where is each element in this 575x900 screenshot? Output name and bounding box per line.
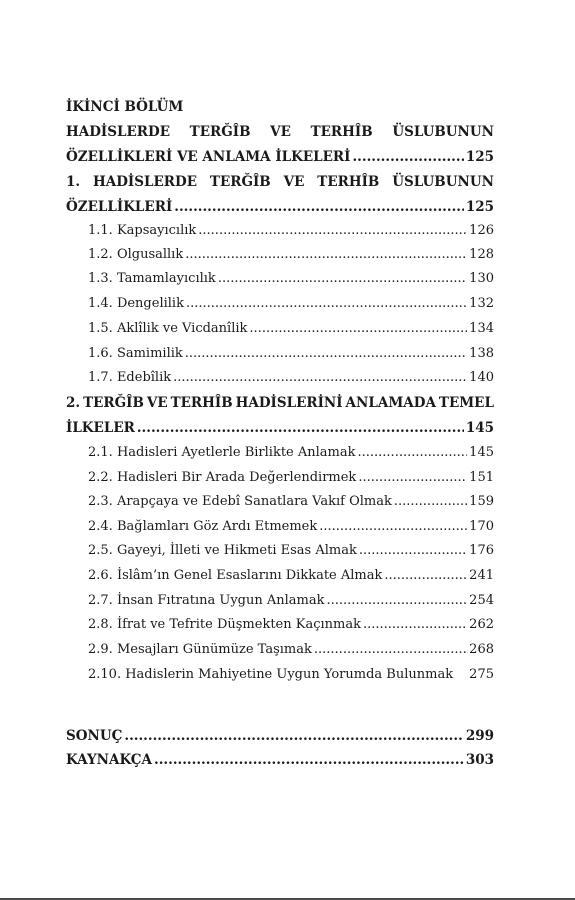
dot-leader <box>185 244 467 266</box>
part-title-word: TERĞÎB <box>189 124 251 140</box>
section2-word: ANLAMADA <box>345 395 436 411</box>
section1-word: 1. <box>66 174 81 190</box>
toc-entry <box>88 244 494 266</box>
page-number: 303 <box>465 752 494 768</box>
page-number: 125 <box>465 199 494 215</box>
section1-word: TERHÎB <box>317 174 380 190</box>
toc-entry-title: 2.3. Arapçaya ve Edebî Sanatlara Vakıf Olmak <box>88 494 392 509</box>
page-number: 268 <box>469 642 494 657</box>
toc-entry <box>88 318 494 340</box>
page-number: 241 <box>469 568 494 583</box>
section2-title-text: İLKELER <box>66 420 135 436</box>
dot-leader <box>137 417 464 439</box>
part-title-line1 <box>66 121 494 143</box>
dot-leader <box>186 293 467 315</box>
toc-entry <box>88 614 494 636</box>
part-title-line2 <box>66 146 494 168</box>
toc-entry-title: 2.1. Hadisleri Ayetlerle Birlikte Anlamak <box>88 445 356 460</box>
toc-entry-title: 2.10. Hadislerin Mahiyetine Uygun Yorumda Bulunmak <box>88 667 454 682</box>
toc-entry-title: 1.1. Kapsayıcılık <box>88 223 197 238</box>
toc-entry <box>88 565 494 587</box>
page-number: 134 <box>469 321 494 336</box>
section2-word: TERĞÎB <box>83 395 144 411</box>
part-title-word: TERHÎB <box>310 124 373 140</box>
toc-entry-title: 1.4. Dengelilik <box>88 296 184 311</box>
section2-title-line1 <box>66 392 494 414</box>
dot-leader <box>198 220 467 242</box>
section2-word: 2. <box>66 395 81 411</box>
toc-entry <box>88 664 494 686</box>
toc-entry <box>88 367 494 389</box>
dot-leader <box>154 749 464 771</box>
toc-entry <box>88 590 494 612</box>
toc-entry-title: 1.3. Tamamlayıcılık <box>88 271 216 286</box>
page-number: 159 <box>469 494 494 509</box>
dot-leader <box>314 639 467 661</box>
part-title-text: ÖZELLİKLERİ VE ANLAMA İLKELERİ <box>66 149 351 165</box>
bibliography-title: KAYNAKÇA <box>66 752 153 768</box>
toc-entry-title: 1.5. Aklîlik ve Vicdanîlik <box>88 321 248 336</box>
conclusion-entry <box>66 725 494 747</box>
toc-entry <box>88 639 494 661</box>
page-number: 151 <box>469 470 494 485</box>
dot-leader <box>124 725 463 747</box>
toc-entry <box>88 540 494 562</box>
toc-entry-title: 1.6. Samimilik <box>88 346 183 361</box>
page-number: 145 <box>469 445 494 460</box>
toc-entry <box>88 220 494 242</box>
dot-leader <box>384 565 467 587</box>
toc-entry-title: 2.2. Hadisleri Bir Arada Değerlendirmek <box>88 470 357 485</box>
dot-leader <box>218 268 467 290</box>
dot-leader <box>359 540 467 562</box>
dot-leader <box>363 614 467 636</box>
page-number: 262 <box>469 617 494 632</box>
page-number: 170 <box>469 519 494 534</box>
section2-title-line2 <box>66 417 494 439</box>
page-number: 132 <box>469 296 494 311</box>
section1-word: ÜSLUBUNUN <box>392 174 494 190</box>
part-title-word: VE <box>270 124 291 140</box>
toc-entry <box>88 293 494 315</box>
section1-word: VE <box>283 174 305 190</box>
toc-entry-title: 2.6. İslâm’ın Genel Esaslarını Dikkate Almak <box>88 568 383 583</box>
page-number: 254 <box>469 593 494 608</box>
toc-entry-title: 2.7. İnsan Fıtratına Uygun Anlamak <box>88 593 325 608</box>
dot-leader <box>174 196 464 218</box>
toc-entry <box>88 516 494 538</box>
section1-title-line2 <box>66 196 494 218</box>
toc-entry <box>88 491 494 513</box>
page-number: 176 <box>469 543 494 558</box>
dot-leader <box>185 343 467 365</box>
toc-entry-title: 1.7. Edebîlik <box>88 370 172 385</box>
section-head <box>66 96 494 118</box>
dot-leader <box>358 467 467 489</box>
toc-entry-title: 2.5. Gayeyi, İlleti ve Hikmeti Esas Almak <box>88 543 357 558</box>
toc-entry-title: 2.9. Mesajları Günümüze Taşımak <box>88 642 312 657</box>
dot-leader <box>352 146 463 168</box>
page-number: 130 <box>469 271 494 286</box>
section1-word: HADİSLERDE <box>93 174 197 190</box>
dot-leader <box>394 491 467 513</box>
dot-leader <box>319 516 467 538</box>
section1-title-line1 <box>66 171 494 193</box>
dot-leader <box>327 590 468 612</box>
section2-word: TERHÎB <box>170 395 233 411</box>
toc-entry-title: 2.4. Bağlamları Göz Ardı Etmemek <box>88 519 318 534</box>
page-number: 125 <box>465 149 494 165</box>
toc-entry <box>88 343 494 365</box>
part-title-word: HADİSLERDE <box>66 124 170 140</box>
toc-entry-title: 2.8. İfrat ve Tefrite Düşmekten Kaçınmak <box>88 617 361 632</box>
section1-word: TERĞÎB <box>209 174 271 190</box>
dot-leader <box>173 367 467 389</box>
bibliography-entry <box>66 749 494 771</box>
conclusion-title: SONUÇ <box>66 728 123 744</box>
toc-entry <box>88 442 494 464</box>
section2-word: TEMEL <box>438 395 494 411</box>
page-number: 126 <box>469 223 494 238</box>
section1-title-text: ÖZELLİKLERİ <box>66 199 173 215</box>
page-number: 128 <box>469 247 494 262</box>
page-number: 138 <box>469 346 494 361</box>
section-head-text: İKİNCİ BÖLÜM <box>66 99 184 115</box>
section2-word: VE <box>146 395 168 411</box>
toc-entry-title: 1.2. Olgusallık <box>88 247 184 262</box>
page-number: 299 <box>465 728 494 744</box>
part-title-word: ÜSLUBUNUN <box>392 124 494 140</box>
dot-leader <box>249 318 467 340</box>
page-number: 275 <box>469 667 494 682</box>
dot-leader <box>358 442 468 464</box>
toc-entry <box>88 467 494 489</box>
page-number: 145 <box>465 420 494 436</box>
toc-entry <box>88 268 494 290</box>
section2-word: HADİSLERİNİ <box>235 395 343 411</box>
page-number: 140 <box>469 370 494 385</box>
